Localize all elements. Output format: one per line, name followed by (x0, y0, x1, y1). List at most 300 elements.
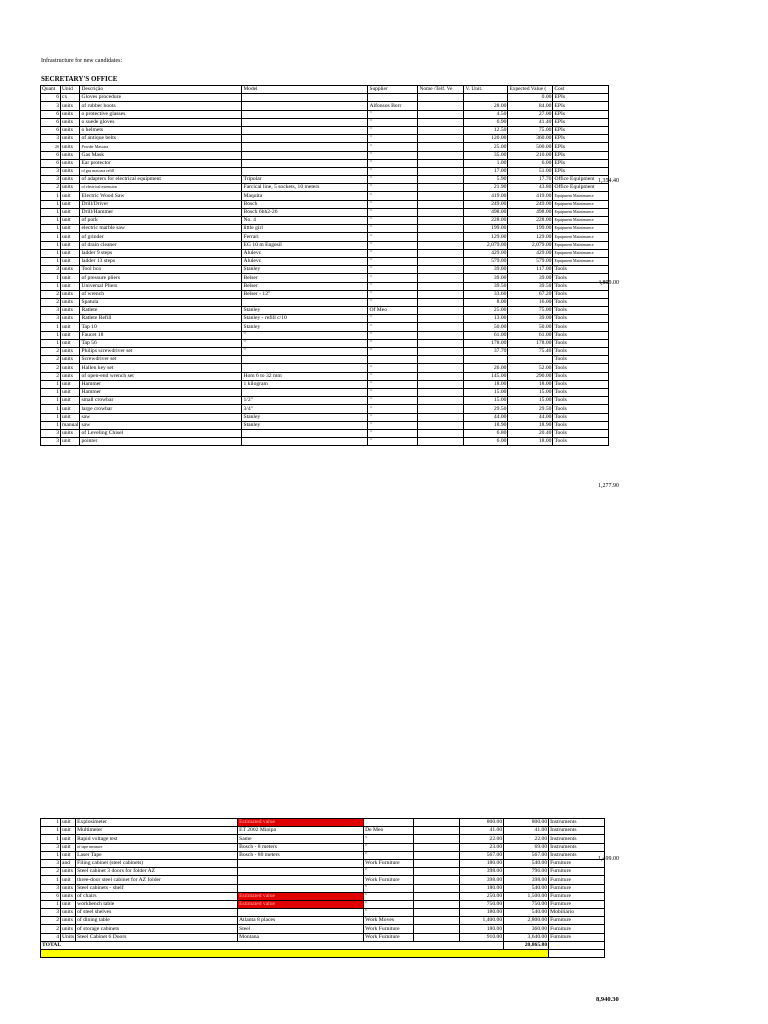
cell-supplier: " (368, 192, 418, 200)
cell-qty: 3 (41, 884, 61, 892)
cell-unit: unit (61, 438, 80, 446)
table-row (41, 233, 609, 241)
cell-contact (418, 176, 464, 184)
cell-description: Hammer (80, 388, 242, 396)
cell-model: Stanley (242, 323, 368, 331)
cell-supplier: " (364, 884, 414, 892)
cell-contact (418, 331, 464, 339)
cell-contact (418, 356, 464, 364)
cell-model (242, 167, 368, 175)
cell-expected-value: 2,079.00 (508, 241, 553, 249)
cell-expected-value: 796.00 (504, 868, 549, 876)
cell-description: of Leveling Chisel (80, 429, 242, 437)
cell-expected-value: 75.00 (508, 307, 553, 315)
cell-contact (418, 364, 464, 372)
cell-expected-value: 17.70 (508, 176, 553, 184)
cell-model: Belser (242, 282, 368, 290)
cell-model (242, 438, 368, 446)
cell-unit-price: 120.00 (464, 135, 508, 143)
intro-text: Infrastructure for new candidates: (41, 58, 123, 64)
cell-model: Atlanta 8 places (238, 917, 364, 925)
cell-description: Philips screwdriver set (80, 348, 242, 356)
cell-unit: Units (62, 933, 75, 940)
cell-model: " (242, 339, 368, 347)
cell-cost-category: EPIs (553, 94, 609, 102)
highlight-row (41, 950, 605, 958)
cell-expected-value: 199.00 (508, 225, 553, 233)
cell-unit: unit (61, 339, 80, 347)
cell-supplier: " (368, 298, 418, 306)
cell-unit: units (61, 102, 80, 110)
cell-expected-value: 500.00 (508, 143, 553, 151)
cell-cost-category: Tools (553, 429, 609, 437)
cell-cost-category: Tools (553, 356, 609, 364)
cell-expected-value: 540.00 (504, 859, 549, 867)
table-row (41, 200, 609, 208)
cell-expected-value: 360.00 (508, 135, 553, 143)
cell-supplier: " (364, 900, 414, 908)
cell-expected-value: 290.00 (508, 372, 553, 380)
cell-model: " (242, 348, 368, 356)
cell-model (242, 126, 368, 134)
cell-description: small crowbar (80, 397, 242, 405)
cell-model (238, 868, 364, 876)
table-row (41, 249, 609, 257)
cell-unit-price: 6.90 (464, 118, 508, 126)
cell-description: Steel cabinet 3 doors for folder AZ (76, 868, 238, 876)
cell-supplier: " (368, 339, 418, 347)
cell-qty: 3 (41, 909, 61, 917)
cell-unit: units (61, 184, 80, 192)
cell-description: Explosimeter (76, 819, 238, 827)
table-row (41, 331, 609, 339)
cell-supplier: " (368, 233, 418, 241)
cell-contact (418, 208, 464, 216)
cell-cost-category: Tools (553, 421, 609, 429)
table-row (41, 266, 609, 274)
cell-supplier: " (368, 118, 418, 126)
cell-contact (414, 892, 460, 900)
table-row (41, 421, 609, 429)
table-row (41, 257, 609, 265)
cell-cost-category: Instruments (549, 835, 605, 843)
cell-cost-category: Tools (553, 405, 609, 413)
cell-cost-category: Tools (553, 438, 609, 446)
cell-unit-price: 2,079.00 (464, 241, 508, 249)
cell-model: No. 4 (242, 217, 368, 225)
cell-qty: 1 (41, 282, 61, 290)
cell-unit: unit (61, 827, 76, 835)
cell-contact (414, 851, 460, 859)
cell-cost-category: Tools (553, 298, 609, 306)
cell-supplier: " (364, 835, 414, 843)
cell-supplier: " (364, 892, 414, 900)
cell-qty: 2 (41, 917, 61, 925)
cell-unit: units (61, 151, 80, 159)
cell-unit-price: 33.60 (464, 290, 508, 298)
cell-model (242, 298, 368, 306)
cell-supplier: " (368, 249, 418, 257)
header-model: Model (242, 86, 368, 94)
cell-qty: 6 (41, 126, 61, 134)
table-row (41, 892, 605, 900)
cell-expected-value: 44.00 (508, 413, 553, 421)
cell-expected-value: 29.50 (508, 405, 553, 413)
cell-model: Same (238, 835, 364, 843)
cell-expected-value: 419.00 (508, 192, 553, 200)
cell-model: EG 10 m Engesil (242, 241, 368, 249)
cell-contact (418, 282, 464, 290)
cell-description: of gas mascara refill (80, 167, 242, 175)
cell-supplier: " (368, 364, 418, 372)
cell-unit-price: 750.00 (460, 900, 504, 908)
cell-description: workbench table (76, 900, 238, 908)
cell-cost-category: Tools (553, 331, 609, 339)
cell-expected-value: 429.00 (508, 249, 553, 257)
cell-description: ladder 13 steps (80, 257, 242, 265)
cell-expected-value: 178.00 (508, 339, 553, 347)
cell-contact (418, 159, 464, 167)
cell-supplier: " (368, 257, 418, 265)
cell-cost-category: Equipment Maintenance (553, 225, 609, 233)
cell-description: saw (80, 421, 242, 429)
table-row (41, 159, 609, 167)
cell-expected-value: 51.00 (508, 167, 553, 175)
cell-unit-price: 50.00 (464, 323, 508, 331)
cell-expected-value: 567.00 (504, 851, 549, 859)
cell-unit: units (61, 429, 80, 437)
cell-expected-value: 22.00 (504, 835, 549, 843)
cell-description: Laser Tape (76, 851, 238, 859)
cell-description: of chairs (76, 892, 238, 900)
cell-expected-value: 540.00 (504, 909, 549, 917)
table-row (41, 298, 609, 306)
cell-supplier: " (368, 405, 418, 413)
cell-model: Alulevc (242, 257, 368, 265)
cell-unit: unit (61, 876, 76, 884)
cell-unit-price: 145.00 (464, 372, 508, 380)
cell-unit: units (61, 364, 80, 372)
cell-qty: 3 (41, 438, 61, 446)
grand-total: 8,940.30 (596, 996, 619, 1003)
cell-supplier: Work Furniture (364, 933, 414, 941)
cell-description: o protective glasses (80, 110, 242, 118)
cell-model: Stanley - refill c/10 (242, 315, 368, 323)
cell-cost-category: EPIs (553, 126, 609, 134)
table-row (41, 241, 609, 249)
yellow-band (41, 950, 549, 958)
table-row (41, 413, 609, 421)
cell-unit: unit (61, 388, 80, 396)
cell-supplier: " (364, 851, 414, 859)
cell-supplier: " (368, 110, 418, 118)
cell-cost-category: Tools (553, 315, 609, 323)
cell-cost-category: EPIs (553, 118, 609, 126)
cell-description: Hammer (80, 380, 242, 388)
cell-description: Tap 10 (80, 323, 242, 331)
cell-contact (418, 94, 464, 102)
cell-description: of pressure pliers (80, 274, 242, 282)
table-row (41, 176, 609, 184)
cell-model (242, 118, 368, 126)
cell-expected-value: 498.00 (508, 208, 553, 216)
cell-model: Alulevc (242, 249, 368, 257)
table-row (41, 102, 609, 110)
cell-model: Bosch - 8 meters (238, 843, 364, 851)
cell-expected-value: 129.00 (508, 233, 553, 241)
cell-unit: unit (61, 331, 80, 339)
cell-supplier: " (368, 421, 418, 429)
cell-cost-category: EPIs (553, 167, 609, 175)
cell-unit-price (464, 356, 508, 364)
cell-qty: 3 (41, 266, 61, 274)
table-row (41, 405, 609, 413)
cell-model: Hom 6 to 32 mm (242, 372, 368, 380)
cell-description: Tool box (80, 266, 242, 274)
cell-model: Bosch - 80 meters (238, 851, 364, 859)
cell-unit-price: 498.00 (464, 208, 508, 216)
cell-unit-price: 15.00 (464, 397, 508, 405)
cell-cost-category: Instruments (549, 843, 605, 851)
cell-supplier: " (368, 151, 418, 159)
cell-qty: 3 (41, 176, 61, 184)
cell-cost-category: EPIs (553, 159, 609, 167)
cell-unit-price: 44.00 (464, 413, 508, 421)
cell-contact (418, 380, 464, 388)
cell-unit-price: 29.50 (464, 405, 508, 413)
cell-contact (418, 307, 464, 315)
cell-description: Powder Mascara (80, 143, 242, 151)
cell-unit-price: 6.80 (464, 429, 508, 437)
cell-supplier: " (368, 159, 418, 167)
cell-expected-value: 360.00 (504, 925, 549, 933)
cell-description: Steel Cabinet 6 Doors (76, 933, 238, 941)
cell-expected-value: 39.00 (508, 315, 553, 323)
cell-contact (418, 233, 464, 241)
cell-contact (418, 184, 464, 192)
cell-model: ET 2002 Minipa (238, 827, 364, 835)
cell-supplier: Of Meo (368, 307, 418, 315)
header-row (41, 86, 609, 94)
cell-expected-value: 117.00 (508, 266, 553, 274)
cell-qty: 1 (41, 200, 61, 208)
cell-model (242, 151, 368, 159)
cell-unit-price: 15.00 (464, 388, 508, 396)
cell-contact (414, 884, 460, 892)
cell-qty: 1 (41, 405, 61, 413)
cell-supplier: " (368, 184, 418, 192)
cell-qty: 1 (41, 241, 61, 249)
cell-expected-value: 579.00 (508, 257, 553, 265)
cell-unit: unit (61, 851, 76, 859)
cell-unit-price: 129.00 (464, 233, 508, 241)
cell-unit: unit (61, 835, 76, 843)
cell-qty: 1 (41, 380, 61, 388)
cell-unit-price: 180.00 (460, 925, 504, 933)
cell-unit-price: 398.00 (460, 876, 504, 884)
cell-supplier: " (364, 843, 414, 851)
cell-description: Faucet 18 (80, 331, 242, 339)
cell-unit-price: 910.00 (460, 933, 504, 941)
cell-cost-category: Furniture (549, 892, 605, 900)
cell-unit-price: 398.00 (460, 868, 504, 876)
cell-contact (418, 421, 464, 429)
cell-unit: units (61, 868, 76, 876)
cell-description: Screwdriver set (80, 356, 242, 364)
cell-description: of wrench (80, 290, 242, 298)
table-row (41, 909, 605, 917)
cell-supplier: " (364, 909, 414, 917)
cell-cost-category: EPIs (553, 102, 609, 110)
cell-expected-value: 16.00 (508, 298, 553, 306)
cell-unit-price: 429.00 (464, 249, 508, 257)
cell-unit: units (61, 110, 80, 118)
cell-expected-value: 228.00 (508, 217, 553, 225)
table-row (41, 274, 609, 282)
cell-cost-category: Tools (553, 274, 609, 282)
cell-description: three-door steel cabinet for AZ folder (76, 876, 238, 884)
cell-supplier: " (368, 167, 418, 175)
cell-supplier: Alfonsos Borr (368, 102, 418, 110)
cell-expected-value: 18.90 (508, 421, 553, 429)
cell-cost-category: Equipment Maintenance (553, 233, 609, 241)
subtotal-epis: 1,354.40 (598, 178, 619, 184)
cell-unit-price: 567.00 (460, 851, 504, 859)
cell-cost-category: Instruments (549, 819, 605, 827)
cell-contact (418, 241, 464, 249)
cell-unit: unit (61, 217, 80, 225)
cell-qty: 3 (41, 843, 61, 851)
cell-expected-value: 41.00 (504, 827, 549, 835)
cell-supplier: Work Furniture (364, 876, 414, 884)
cell-contact (418, 290, 464, 298)
cell-cost-category: Furniture (549, 884, 605, 892)
cell-description: Multimeter (76, 827, 238, 835)
table-row (41, 925, 605, 933)
cell-cost-category: Furniture (549, 925, 605, 933)
cell-qty: 2 (41, 868, 61, 876)
cell-cost-category: Furniture (549, 868, 605, 876)
cell-cost-category: Tools (553, 413, 609, 421)
table-row (41, 315, 609, 323)
cell-qty: 1 (41, 331, 61, 339)
cell-cost-category: Tools (553, 339, 609, 347)
table-row (41, 110, 609, 118)
cell-qty: 1 (41, 851, 61, 859)
cell-supplier: De Meo (364, 827, 414, 835)
cell-supplier: " (368, 208, 418, 216)
cell-model: Stanley (242, 266, 368, 274)
cell-contact (418, 429, 464, 437)
cell-unit-price: 800.00 (460, 819, 504, 827)
cell-contact (418, 438, 464, 446)
cell-unit: unit (61, 225, 80, 233)
cell-description: Steel cabinets - shelf (76, 884, 238, 892)
cell-qty: 1 (41, 217, 61, 225)
cell-expected-value: 27.00 (508, 110, 553, 118)
cell-qty: 1 (41, 819, 61, 827)
cell-unit-price: 18.00 (464, 380, 508, 388)
cell-unit: units (61, 143, 80, 151)
cell-description: o suede gloves (80, 118, 242, 126)
table-row (41, 884, 605, 892)
cell-supplier: " (368, 266, 418, 274)
cell-description: Rapid voltage test (76, 835, 238, 843)
cell-expected-value: 43.80 (508, 184, 553, 192)
cell-cost-category: Equipment Maintenance (553, 257, 609, 265)
cell-supplier: " (368, 200, 418, 208)
cell-unit: unit (61, 900, 76, 908)
cell-supplier: " (368, 438, 418, 446)
cell-unit-price: 17.00 (464, 167, 508, 175)
cell-expected-value: 750.00 (504, 900, 549, 908)
cell-contact (418, 167, 464, 175)
cell-qty: 1 (41, 413, 61, 421)
table-row (41, 843, 605, 851)
cell-supplier: " (368, 372, 418, 380)
cell-qty: 3 (41, 429, 61, 437)
cell-contact (418, 257, 464, 265)
cell-contact (414, 909, 460, 917)
table-row (41, 917, 605, 925)
cell-unit: unit (61, 192, 80, 200)
bottom-spreadsheet (40, 818, 605, 958)
cell-expected-value: 84.00 (508, 102, 553, 110)
cell-qty: 2 (41, 372, 61, 380)
cell-qty: 3 (41, 102, 61, 110)
cell-cost-category: Tools (553, 307, 609, 315)
cell-unit-price: 199.00 (464, 225, 508, 233)
cell-cost-category: Tools (553, 323, 609, 331)
cell-supplier: " (368, 282, 418, 290)
cell-description: of antique belts (80, 135, 242, 143)
cell-qty: 1 (41, 225, 61, 233)
cell-supplier: " (368, 217, 418, 225)
cell-contact (418, 298, 464, 306)
cell-expected-value: 210.00 (508, 151, 553, 159)
cell-cost-category: Furniture (549, 900, 605, 908)
table-row (41, 339, 609, 347)
cell-expected-value: 61.00 (508, 331, 553, 339)
cell-model (242, 356, 368, 364)
cell-contact (418, 339, 464, 347)
cell-unit: units (61, 167, 80, 175)
cell-contact (414, 900, 460, 908)
cell-supplier: " (364, 868, 414, 876)
cell-contact (418, 413, 464, 421)
cell-supplier: Work Furniture (364, 925, 414, 933)
cell-cost-category: Tools (553, 388, 609, 396)
cell-model (242, 135, 368, 143)
cell-supplier: " (368, 331, 418, 339)
cell-qty: 3 (41, 307, 61, 315)
cell-expected-value: 50.00 (508, 323, 553, 331)
cell-expected-value: 18.00 (508, 380, 553, 388)
table-row (41, 876, 605, 884)
top-spreadsheet (40, 85, 609, 446)
cell-unit: units (61, 266, 80, 274)
cell-qty: 2 (41, 356, 61, 364)
cell-qty: 2 (41, 348, 61, 356)
cell-unit: unit (61, 241, 80, 249)
cell-unit: units (61, 884, 76, 892)
cell-unit: unit (61, 208, 80, 216)
cell-description: of rubber boots (80, 102, 242, 110)
cell-unit-price: 8.00 (464, 298, 508, 306)
cell-contact (418, 274, 464, 282)
cell-qty: 1 (41, 323, 61, 331)
cell-expected-value: 41.40 (508, 118, 553, 126)
